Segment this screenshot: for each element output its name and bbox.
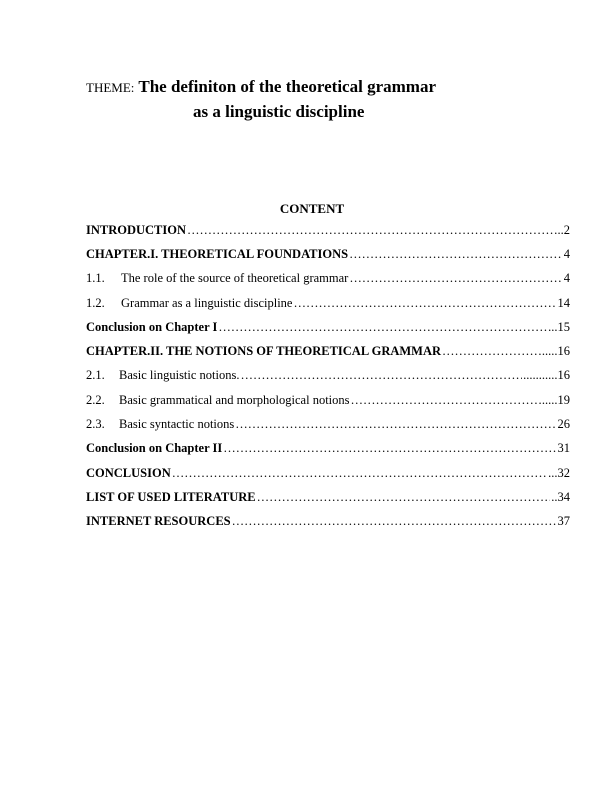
toc-entry-1-2[interactable] <box>86 291 570 315</box>
toc-entry-number: 1.2. <box>86 295 105 310</box>
toc-entry-number: 2.1. <box>86 368 105 383</box>
toc-leader-dots <box>172 466 547 481</box>
toc-entry-page: 37 <box>557 514 570 529</box>
toc-entry-page: 4 <box>563 246 570 261</box>
theme-prefix: THEME: <box>86 80 135 95</box>
toc-leader-dots <box>442 344 541 359</box>
toc-entry-1-1[interactable] <box>86 267 570 291</box>
theme-title-line-1: The definiton of the theoretical grammar <box>138 77 436 96</box>
theme-title-line-2: as a linguistic discipline <box>193 102 365 121</box>
toc-entry-title: Conclusion on Chapter I <box>86 319 218 334</box>
toc-entry-title: CHAPTER.I. THEORETICAL FOUNDATIONS <box>86 246 349 261</box>
toc-entry-title: Basic linguistic notions. <box>119 368 240 383</box>
toc-entry-chapter-2[interactable] <box>86 339 570 363</box>
toc-entry-number: 2.2. <box>86 392 105 407</box>
toc-entry-title: The role of the source of theoretical grammar <box>121 271 349 286</box>
toc-entry-page: .....16 <box>541 344 570 359</box>
toc-leader-dots <box>351 393 541 408</box>
toc-leader-dots <box>218 320 547 335</box>
toc-leader-dots <box>187 223 556 238</box>
toc-entry-number: 2.3. <box>86 417 105 432</box>
toc-entry-page: ...15 <box>548 319 570 334</box>
theme-block <box>86 76 526 123</box>
toc-entry-number: 1.1. <box>86 271 105 286</box>
toc-leader-dots <box>223 441 556 456</box>
toc-entry-2-2[interactable] <box>86 388 570 412</box>
toc-entry-title: CONCLUSION <box>86 465 171 480</box>
toc-entry-page: 4 <box>563 271 570 286</box>
toc-entry-page: ..2 <box>557 222 570 237</box>
toc-entry-title: LIST OF USED LITERATURE <box>86 489 256 504</box>
toc-entry-title: Basic grammatical and morphological notions <box>119 392 350 407</box>
toc-entry-page: 26 <box>557 417 570 432</box>
toc-entry-internet-resources[interactable] <box>86 510 570 534</box>
toc-entry-conclusion[interactable] <box>86 461 570 485</box>
toc-entry-2-1[interactable] <box>86 364 570 388</box>
toc-entry-chapter-1[interactable] <box>86 242 570 266</box>
toc-entry-conclusion-chapter-2[interactable] <box>86 437 570 461</box>
toc-entry-introduction[interactable] <box>86 218 570 242</box>
toc-entry-2-3[interactable] <box>86 412 570 436</box>
toc-entry-title: INTRODUCTION <box>86 222 187 237</box>
toc-leader-dots <box>257 490 551 505</box>
toc-entry-title: INTERNET RESOURCES <box>86 514 231 529</box>
toc-leader-dots <box>232 514 557 529</box>
toc-entry-title: CHAPTER.II. THE NOTIONS OF THEORETICAL GRAMMAR <box>86 344 442 359</box>
toc-entry-title: Basic syntactic notions <box>119 417 235 432</box>
toc-leader-dots <box>293 296 556 311</box>
toc-leader-dots <box>349 271 562 286</box>
toc-entry-page: ...........16 <box>523 368 570 383</box>
toc-entry-page: 14 <box>557 295 570 310</box>
toc-entry-page: 31 <box>557 441 570 456</box>
content-heading: CONTENT <box>279 201 345 216</box>
toc-entry-page: .....19 <box>541 392 570 407</box>
toc-entry-literature[interactable] <box>86 485 570 509</box>
toc-entry-title: Conclusion on Chapter II <box>86 441 223 456</box>
toc-leader-dots <box>235 417 556 432</box>
table-of-contents <box>86 218 570 534</box>
toc-leader-dots <box>349 247 563 262</box>
toc-leader-dots <box>240 368 522 383</box>
toc-entry-title: Grammar as a linguistic discipline <box>121 295 293 310</box>
toc-entry-page: ..34 <box>551 489 570 504</box>
toc-entry-conclusion-chapter-1[interactable] <box>86 315 570 339</box>
toc-entry-page: ...32 <box>548 465 570 480</box>
theme-line-1 <box>86 76 526 99</box>
